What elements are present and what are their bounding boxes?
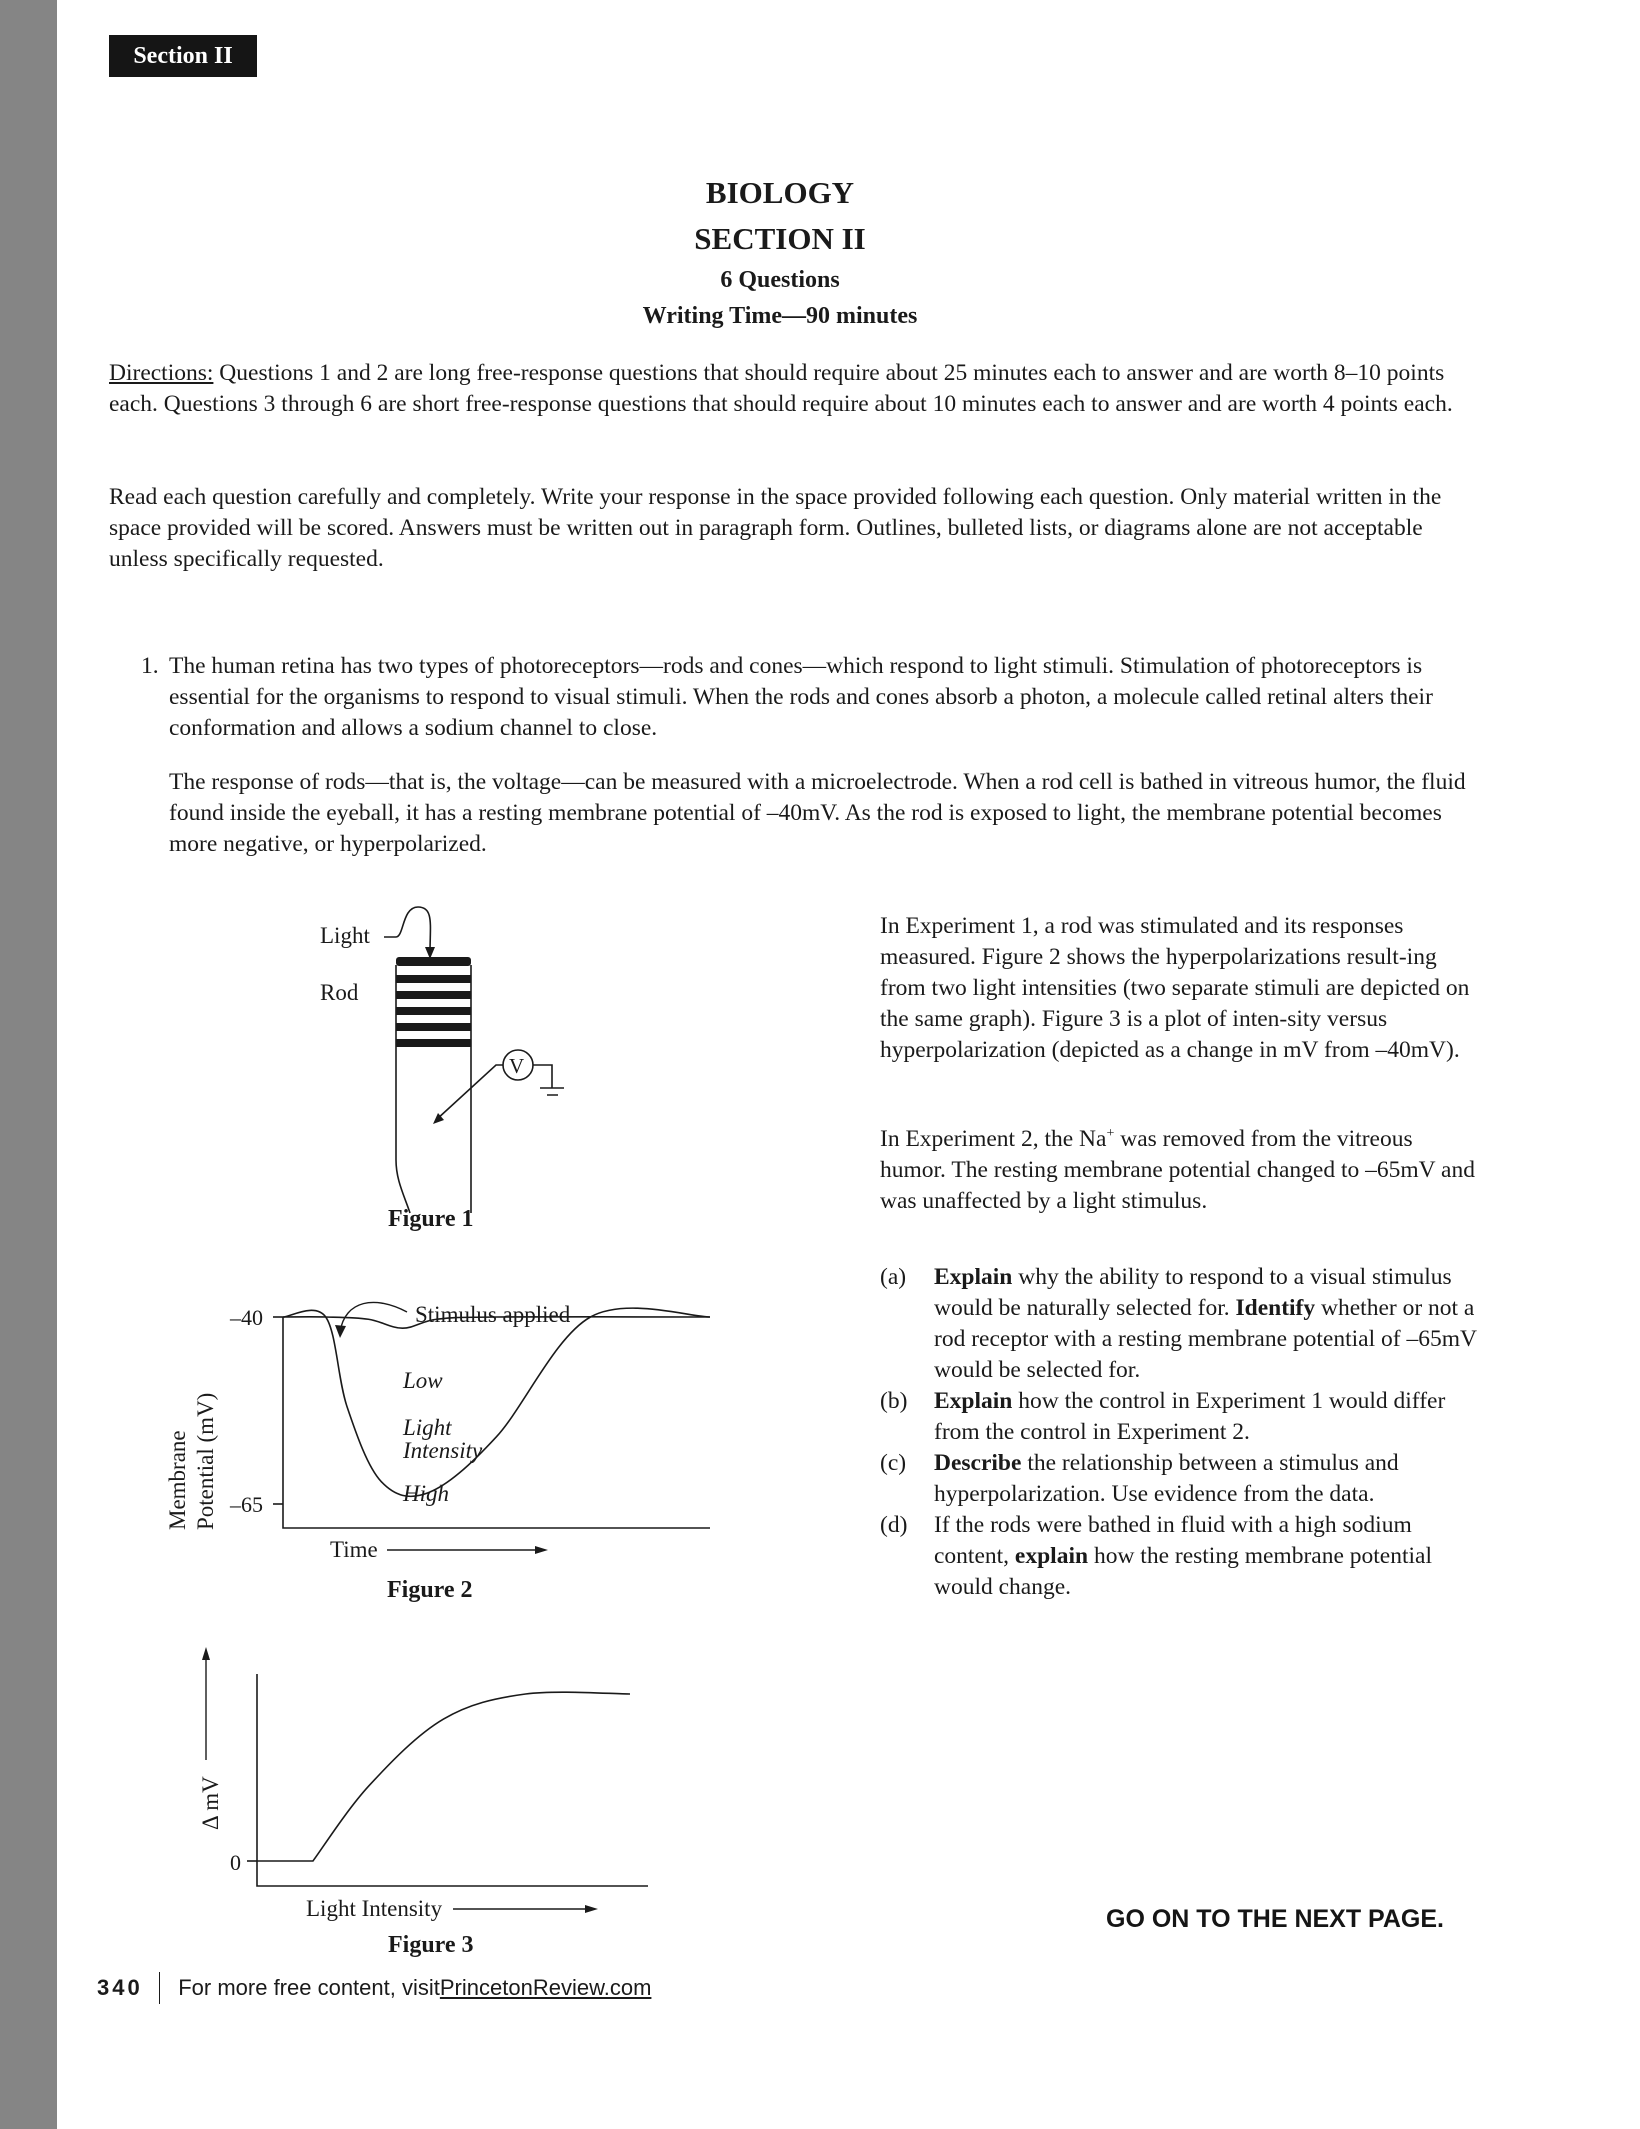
question-part-text: If the rods were bathed in fluid with a high sodium content,: [934, 1512, 1412, 1569]
go-on-next-page: GO ON TO THE NEXT PAGE.: [1106, 1905, 1445, 1933]
directions-text: Questions 1 and 2 are long free-response questions that should require about 25 minutes each to answer and are worth 8–10 points each. Questions 3 through 6 are short free-response questions that should require about 10 minutes each to answer and are worth 4 points each.: [109, 360, 1453, 417]
figure-3-chart: [150, 1630, 710, 1940]
figure-3-xlabel: Light Intensity: [306, 1896, 443, 1921]
figure-3-yarrowhead: [202, 1647, 210, 1660]
figure-3-axes: [257, 1674, 648, 1886]
experiment-1-description: In Experiment 1, a rod was stimulated and its responses measured. Figure 2 shows the hyperpolarizations result-ing from two light intensities (two separate stimuli are depicted on the same graph). Figure 3 is a plot of inten-sity versus hyperpolarization (depicted as a change in mV from –40mV).: [880, 913, 1470, 1063]
figure-2-axes: [283, 1317, 710, 1528]
question-part-text: the relationship between a stimulus and hyperpolarization. Use evidence from the data.: [934, 1450, 1399, 1507]
directions-label: Directions:: [109, 360, 214, 386]
label-low: Low: [403, 1368, 443, 1393]
figure-3-xarrowhead: [585, 1905, 598, 1913]
experiment-2-text-b: was removed from the vitreous humor. The resting membrane potential changed to –65mV and was unaffected by a light stimulus.: [880, 1125, 1475, 1214]
question-parts: [880, 1262, 1480, 1603]
figure-2-xlabel: Time: [330, 1537, 378, 1562]
figure-2-ytick-top: –40: [230, 1305, 263, 1330]
question-part-text: whether or not a rod receptor with a resting membrane potential of –65mV would be selected for.: [934, 1295, 1477, 1383]
figure-3-ylabel: Δ mV: [198, 1776, 223, 1830]
command-verb: Identify: [1235, 1295, 1316, 1321]
figure-3-caption: Figure 3: [388, 1932, 474, 1958]
directions: [109, 358, 1479, 420]
question-number: 1.: [141, 653, 159, 679]
figure-2-annotation-arrowhead: [335, 1325, 346, 1338]
instructions: Read each question carefully and completely. Write your response in the space provided following each question. Only material written in the space provided will be scored. Answers must be written out in paragraph form. Outlines, bulleted lists, or diagrams alone are not acceptable unless specifically requested.: [109, 484, 1442, 572]
rod-outline: [396, 965, 471, 1213]
question-part-text: how the control in Experiment 1 would differ from the control in Experiment 2.: [934, 1388, 1446, 1445]
label-high: High: [403, 1481, 449, 1506]
page-footer: [97, 1972, 651, 2004]
question-1-intro-text: The human retina has two types of photoreceptors—rods and cones—which respond to light stimuli. Stimulation of photoreceptors is essential for the organisms to respond to visual stimuli. When the rods and cones absorb a photon, a molecule called retinal alters their conformation and allows a sodium channel to close.: [169, 653, 1433, 741]
figure-1-light-label: Light: [320, 923, 370, 948]
question-part: [880, 1448, 1480, 1510]
footer-divider: [159, 1972, 161, 2004]
label-light: Light: [403, 1415, 452, 1440]
footer-text: For more free content, visit: [178, 1975, 440, 2000]
figure-3-ytick: 0: [230, 1850, 241, 1875]
command-verb: Explain: [934, 1388, 1013, 1414]
series-high-intensity: [283, 1308, 710, 1496]
figure-2-xarrowhead: [535, 1546, 548, 1554]
figure-2-annotation: Stimulus applied: [415, 1302, 571, 1327]
question-part-label: (c): [880, 1450, 907, 1476]
question-part-label: (a): [880, 1264, 907, 1290]
figure-1-diagram: [300, 895, 600, 1235]
command-verb: Explain: [934, 1264, 1013, 1290]
label-intensity: Intensity: [403, 1438, 483, 1463]
series-hyperpolarization: [257, 1692, 630, 1861]
electrode-line: [436, 1065, 503, 1120]
writing-time: Writing Time—90 minutes: [642, 303, 918, 329]
figure-2-chart: [150, 1270, 710, 1620]
experiment-2-text-a: In Experiment 2, the Na: [880, 1125, 1107, 1152]
figure-2-caption: Figure 2: [387, 1577, 473, 1603]
question-part-label: (d): [880, 1512, 908, 1538]
question-part: [880, 1510, 1480, 1603]
figure-2-ylabel-line2: Potential (mV): [193, 1392, 218, 1530]
question-count: 6 Questions: [720, 267, 840, 293]
rod-disks: [396, 957, 471, 1047]
subject-title: BIOLOGY: [705, 175, 855, 210]
question-1-response-text: The response of rods—that is, the voltage—can be measured with a microelectrode. When a rod cell is bathed in vitreous humor, the fluid found inside the eyeball, it has a resting membrane potential of –40mV. As the rod is exposed to light, the membrane potential becomes more negative, or hyperpolarized.: [169, 769, 1466, 857]
figure-2-ylabel-line1: Membrane: [165, 1430, 190, 1530]
section-tab: Section II: [109, 35, 257, 77]
question-1-response: [141, 767, 1481, 860]
command-verb: Describe: [934, 1450, 1022, 1476]
figure-2-ytick-bottom: –65: [230, 1492, 263, 1517]
question-part: [880, 1386, 1480, 1448]
question-1-intro: [141, 651, 1481, 744]
experiment-2-description: [880, 1118, 1480, 1217]
page-number: 340: [97, 1975, 143, 2000]
figure-1-caption: Figure 1: [388, 1206, 474, 1232]
question-part-label: (b): [880, 1388, 908, 1414]
question-part: [880, 1262, 1480, 1386]
question-part-text: how the resting membrane potential would change.: [934, 1543, 1432, 1600]
voltmeter-label: V: [509, 1054, 525, 1078]
light-arrow: [384, 907, 430, 953]
command-verb: explain: [1014, 1543, 1089, 1569]
sodium-charge: +: [1106, 1126, 1115, 1141]
section-title: SECTION II: [694, 221, 866, 256]
ground-icon: [533, 1065, 564, 1095]
princeton-review-link[interactable]: PrincetonReview.com: [439, 1975, 652, 2000]
figure-1-rod-label: Rod: [320, 980, 359, 1005]
question-part-text: why the ability to respond to a visual stimulus would be naturally selected for.: [934, 1264, 1452, 1321]
